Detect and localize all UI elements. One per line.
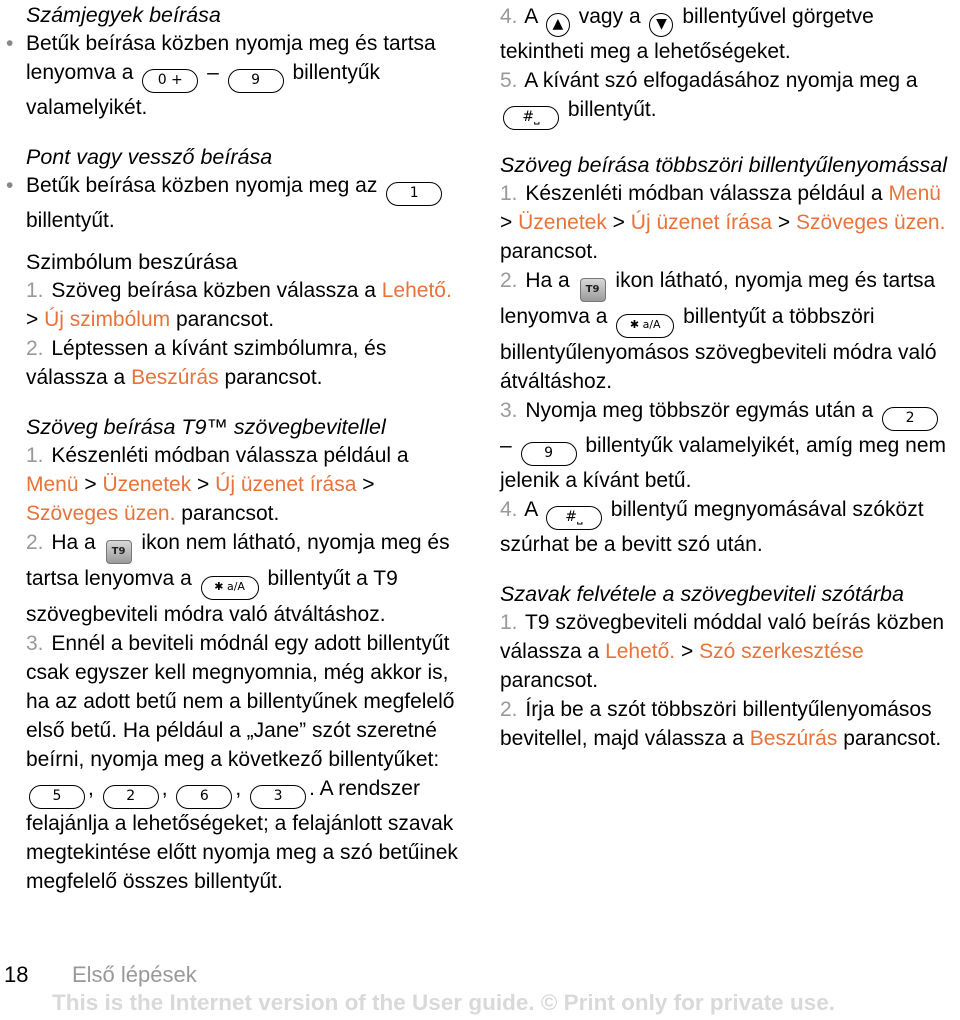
key-3-icon: 3	[250, 785, 306, 809]
list-item: 4. A #⎵ billentyű megnyomásával szóközt szúrhat be a bevitt szó után.	[500, 498, 924, 556]
left-column	[6, 2, 458, 918]
menu-link: Szöveges üzen.	[26, 502, 176, 525]
list-item: 3. Ennél a beviteli módnál egy adott billentyűt csak egyszer kell megnyomnia, még akkor is, ha az adott betű nem a billentyűnek megfelelő első betű. Ha például a „Jane” szót szeretné beírni, nyomja meg a következő billentyűket: 5 , 2 , 6 , 3 . A rendszer felajánlja a lehetőségeket; a felajánlott szavak megtekintése előtt nyomja meg a szó betűinek megfelelő összes billentyűt.	[26, 632, 458, 893]
menu-link: Lehető.	[605, 640, 676, 663]
menu-link: Beszúrás	[749, 727, 838, 750]
key-9-icon: 9	[228, 69, 284, 93]
menu-link: Üzenetek	[102, 473, 192, 496]
key-2-icon: 2	[882, 407, 938, 431]
section-dictionary	[500, 581, 955, 753]
hash-key-icon: #⎵	[546, 506, 602, 530]
list-item: 5. A kívánt szó elfogadásához nyomja meg a #⎵ billentyűt.	[500, 66, 955, 130]
section-title: Szavak felvétele a szövegbeviteli szótárba	[500, 582, 904, 606]
right-column	[500, 2, 955, 775]
key-6-icon: 6	[176, 785, 232, 809]
chapter-title: Első lépések	[72, 962, 197, 987]
section-title: Szöveg beírása T9™ szövegbevitellel	[26, 415, 386, 439]
bullet-item: • Betűk beírása közben nyomja meg és tartsa lenyomva a 0 + – 9 billentyűk valamelyikét.	[26, 29, 458, 122]
section-title: Szöveg beírása többszöri billentyűlenyomással	[500, 153, 947, 177]
hash-key-icon: #⎵	[503, 106, 559, 130]
menu-link: Beszúrás	[131, 366, 219, 389]
copyright-notice: This is the Internet version of the User guide. © Print only for private use.	[52, 990, 835, 1015]
star-key-icon: ✱ a/A	[201, 576, 259, 600]
star-key-icon: ✱ a/A	[616, 314, 674, 338]
section-continued	[500, 2, 955, 130]
key-9-icon: 9	[521, 442, 577, 466]
key-0-icon: 0 +	[142, 69, 198, 93]
menu-link: Új üzenet írása	[215, 473, 357, 496]
nav-up-icon: ▲	[546, 13, 570, 37]
menu-link: Szöveges üzen.	[795, 211, 946, 234]
list-item: 2. Ha a T9 ikon nem látható, nyomja meg és tartsa lenyomva a ✱ a/A billentyűt a T9 szövegbeviteli módra való átváltáshoz.	[26, 531, 450, 626]
section-multitap	[500, 152, 955, 559]
menu-link: Szó szerkesztése	[699, 640, 864, 663]
list-item: 1. Szöveg beírása közben válassza a Lehető. > Új szimbólum parancsot.	[26, 279, 452, 331]
bullet-icon: •	[6, 32, 14, 55]
menu-link: Új üzenet írása	[630, 211, 773, 234]
bullet-icon: •	[6, 174, 14, 197]
list-item: 1. Készenléti módban válassza például a Menü > Üzenetek > Új üzenet írása > Szöveges üzen. parancsot.	[500, 182, 946, 263]
bullet-item: • Betűk beírása közben nyomja meg az 1 billentyűt.	[26, 171, 458, 235]
list-item: 2. Írja be a szót többszöri billentyűlenyomásos bevitellel, majd válassza a Beszúrás parancsot.	[500, 698, 942, 750]
section-symbol	[26, 249, 458, 392]
list-item: 2. Ha a T9 ikon látható, nyomja meg és tartsa lenyomva a ✱ a/A billentyűt a többszöri billentyűlenyomásos szövegbeviteli módra való átváltáshoz.	[500, 269, 937, 393]
key-5-icon: 5	[29, 785, 85, 809]
nav-down-icon: ▼	[649, 13, 673, 37]
list-item: 4. A ▲ vagy a ▼ billentyűvel görgetve tekintheti meg a lehetőségeket.	[500, 5, 874, 63]
list-item: 1. Készenléti módban válassza például a Menü > Üzenetek > Új üzenet írása > Szöveges üzen. parancsot.	[26, 444, 409, 525]
menu-link: Menü	[888, 182, 941, 205]
section-title: Számjegyek beírása	[26, 3, 221, 27]
page-number: 18	[4, 962, 29, 987]
section-t9	[26, 414, 458, 896]
menu-link: Menü	[26, 473, 79, 496]
t9-icon: T9	[580, 278, 606, 302]
menu-link: Új szimbólum	[44, 308, 171, 331]
list-item: 3. Nyomja meg többször egymás után a 2 – 9 billentyűk valamelyikét, amíg meg nem jelenik a kívánt betű.	[500, 399, 947, 492]
section-title: Pont vagy vessző beírása	[26, 145, 273, 169]
section-digits	[6, 2, 458, 122]
t9-icon: T9	[106, 540, 132, 564]
list-item: 2. Léptessen a kívánt szimbólumra, és válassza a Beszúrás parancsot.	[26, 337, 387, 389]
menu-link: Üzenetek	[518, 211, 607, 234]
list-item: 1. T9 szövegbeviteli móddal való beírás közben válassza a Lehető. > Szó szerkesztése parancsot.	[500, 611, 945, 692]
key-2-icon: 2	[103, 785, 159, 809]
section-title: Szimbólum beszúrása	[26, 250, 238, 274]
menu-link: Lehető.	[381, 279, 452, 302]
key-1-icon: 1	[386, 182, 442, 206]
section-punctuation	[6, 144, 458, 235]
